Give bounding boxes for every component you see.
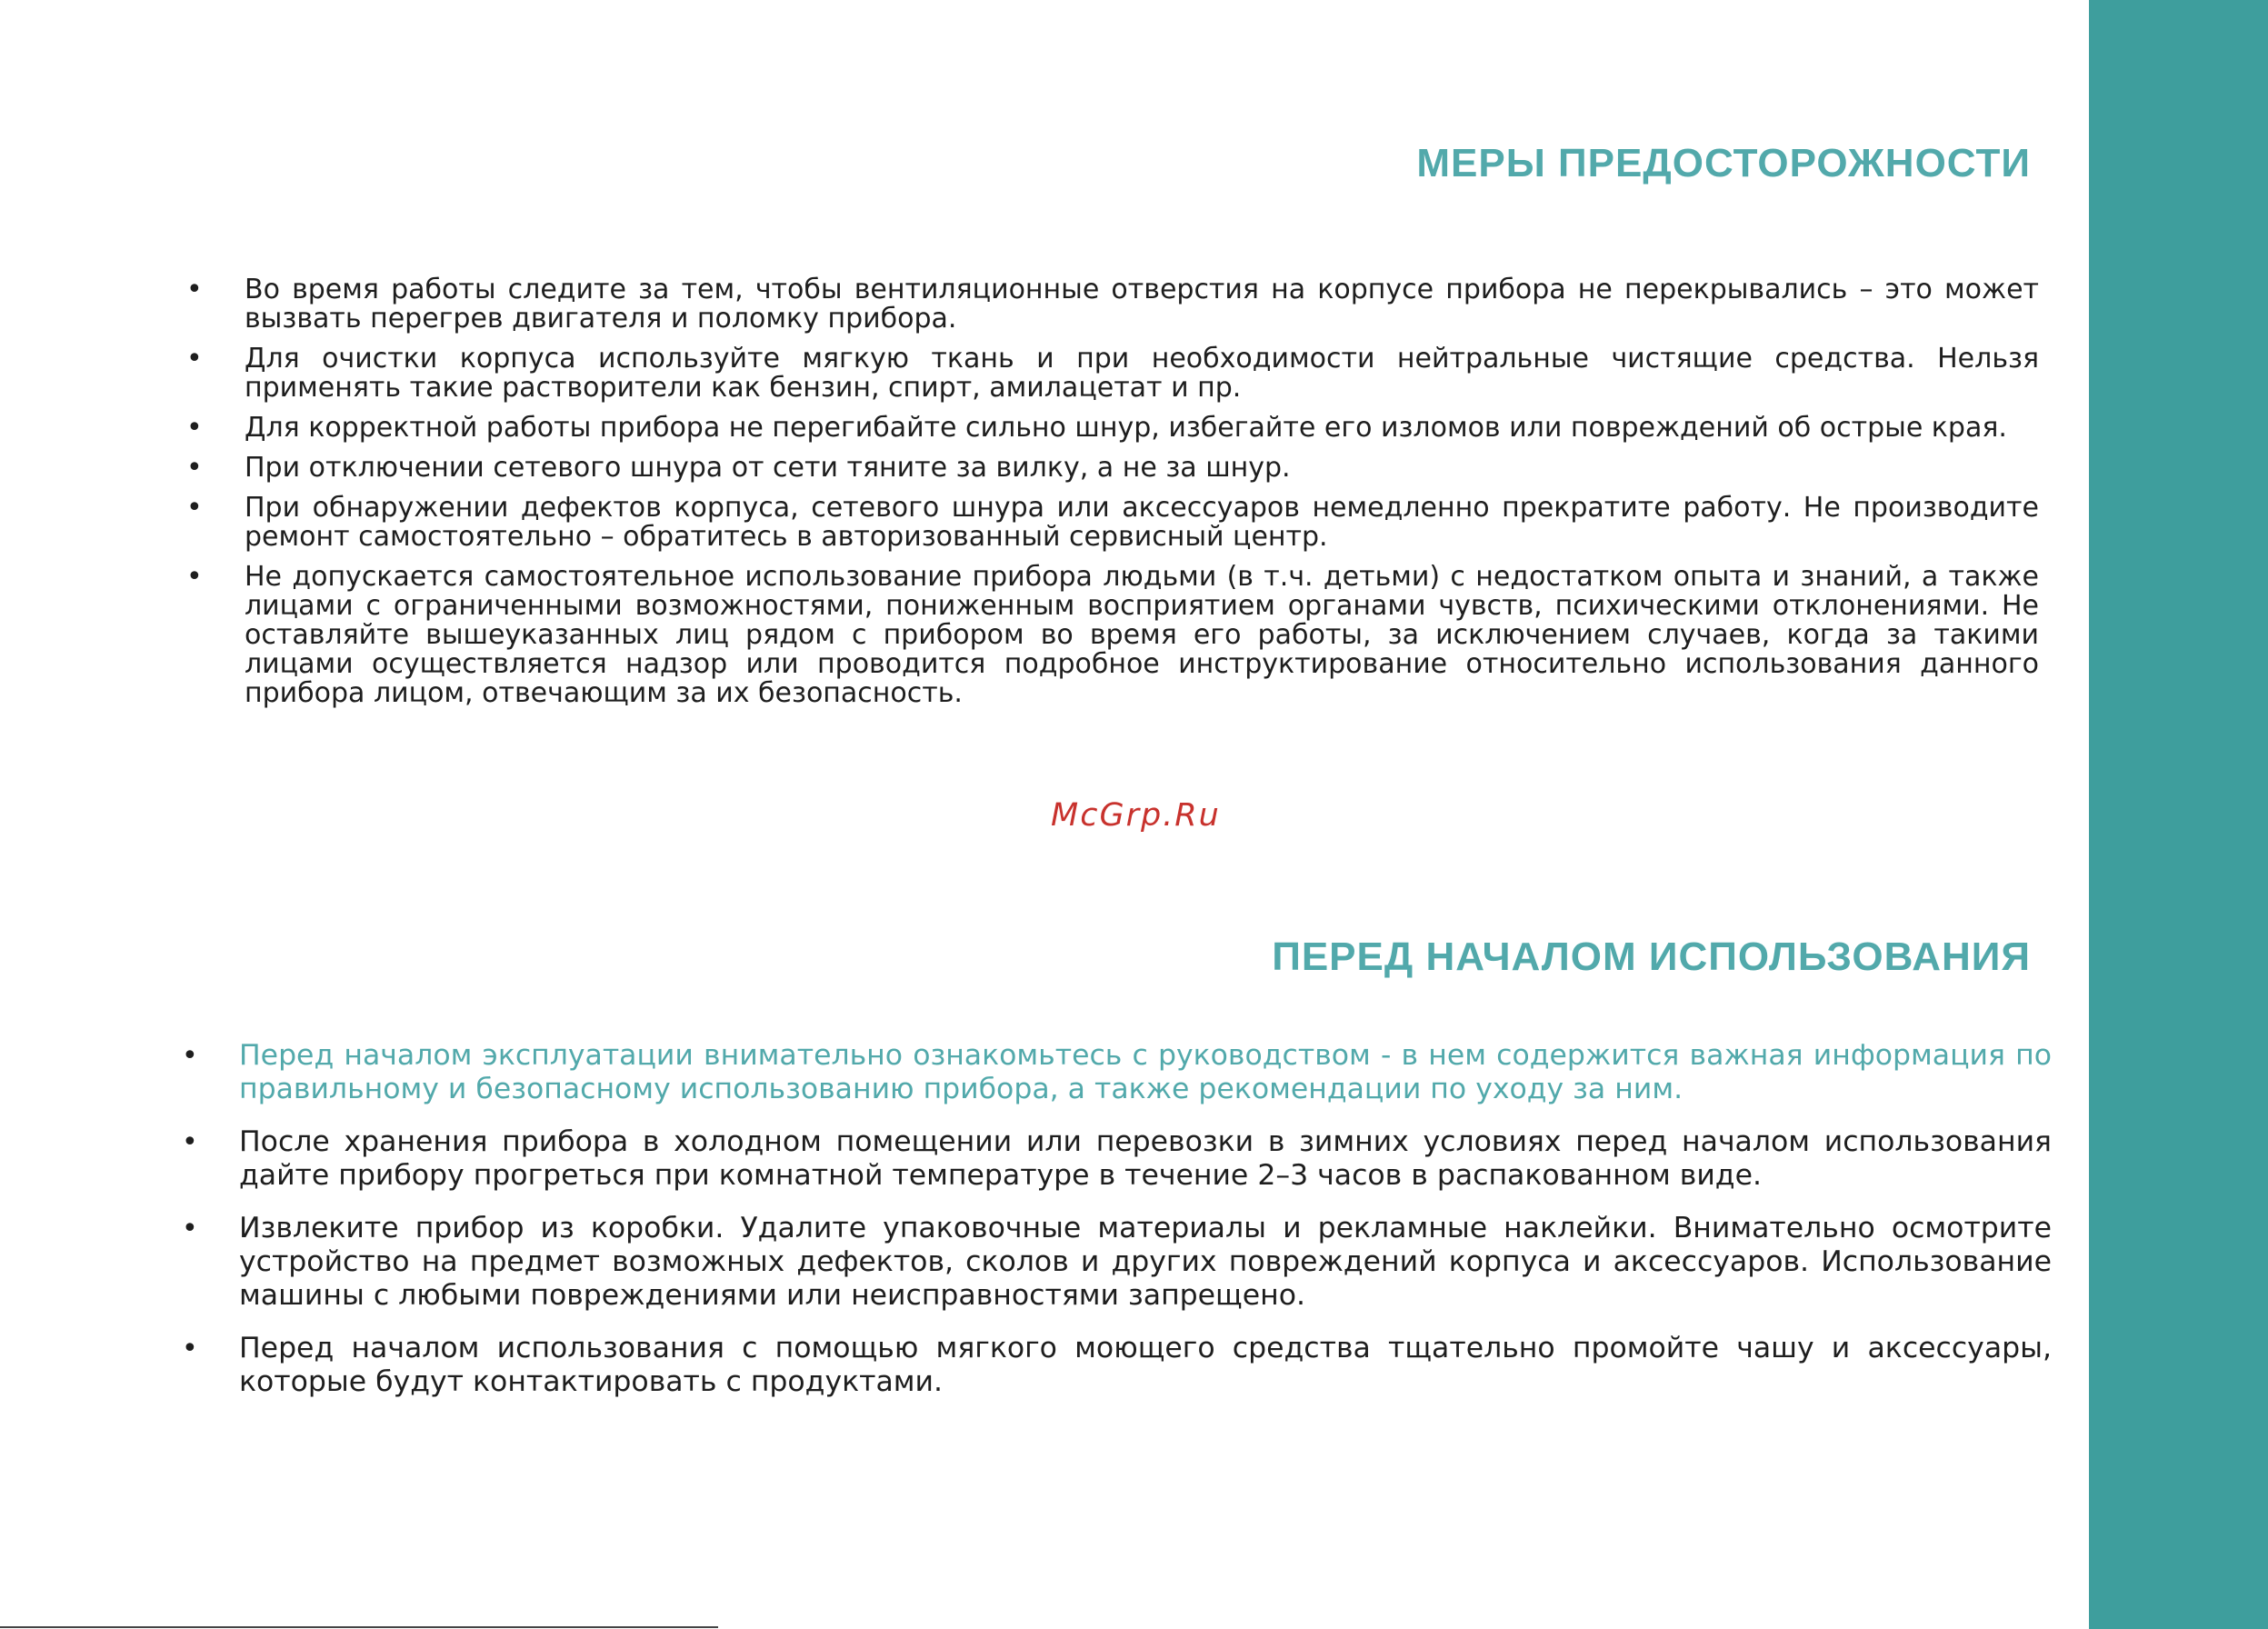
- list-item: [186, 494, 2039, 552]
- bullet: •: [186, 492, 203, 524]
- bullet: •: [186, 343, 203, 375]
- list-item-text: Во время работы следите за тем, чтобы вентиляционные отверстия на корпусе прибора не перекрывались – это может вызвать перегрев двигателя и поломку прибора.: [245, 274, 2039, 335]
- bullet: •: [186, 561, 203, 593]
- footer-rule: [0, 1626, 718, 1628]
- bullet: •: [186, 274, 203, 305]
- precautions-list: [186, 275, 2039, 719]
- list-item-text: Для очистки корпуса используйте мягкую ткань и при необходимости нейтральные чистящие средства. Нельзя применять такие растворители как бензин, спирт, амилацетат и пр.: [245, 343, 2039, 404]
- bullet: •: [182, 1333, 198, 1364]
- list-item: [186, 275, 2039, 334]
- list-item: [182, 1212, 2052, 1313]
- list-item: [182, 1332, 2052, 1399]
- bullet: •: [186, 412, 203, 444]
- list-item-text: При обнаружении дефектов корпуса, сетевого шнура или аксессуаров немедленно прекратите работу. Не производите ремонт самостоятельно – обратитесь в авторизованный сервисный центр.: [245, 492, 2039, 553]
- list-item: [186, 454, 2039, 483]
- list-item: [186, 563, 2039, 708]
- list-item-text: Не допускается самостоятельное использование прибора людьми (в т.ч. детьми) с недостатком опыта и знаний, а также лицами с ограниченными возможностями, пониженным восприятием органами чувств, психическими отклонениями. Не оставляйте вышеуказанных лиц рядом с прибором во время его работы, за исключением случаев, когда за такими лицами осуществляется надзор или проводится подробное инструктирование относительно использования данного прибора лицом, отвечающим за их безопасность.: [245, 561, 2039, 709]
- bullet: •: [182, 1213, 198, 1244]
- heading-precautions: МЕРЫ ПРЕДОСТОРОЖНОСТИ: [1416, 141, 2031, 185]
- list-item-text: Перед началом эксплуатации внимательно ознакомьтесь с руководством - в нем содержится важная информация по правильному и безопасному использованию прибора, а также рекомендации по уходу за ним.: [239, 1039, 2052, 1105]
- list-item: [182, 1039, 2052, 1106]
- list-item: [182, 1125, 2052, 1193]
- list-item-text: Перед началом использования с помощью мягкого моющего средства тщательно промойте чашу и аксессуары, которые будут контактировать с продуктами.: [239, 1332, 2052, 1398]
- list-item: [186, 414, 2039, 443]
- bullet: •: [186, 452, 203, 484]
- side-color-bar: [2089, 0, 2268, 1629]
- list-item: [186, 345, 2039, 403]
- before-use-list: [182, 1039, 2052, 1418]
- list-item-text: После хранения прибора в холодном помещении или перевозки в зимних условиях перед началом использования дайте прибору прогреться при комнатной температуре в течение 2–3 часов в распакованном виде.: [239, 1125, 2052, 1192]
- list-item-text: При отключении сетевого шнура от сети тяните за вилку, а не за шнур.: [245, 452, 1291, 484]
- list-item-text: Для корректной работы прибора не перегибайте сильно шнур, избегайте его изломов или повреждений об острые края.: [245, 412, 2007, 444]
- watermark-text: McGrp.Ru: [1051, 797, 1221, 834]
- bullet: •: [182, 1040, 198, 1072]
- list-item-text: Извлеките прибор из коробки. Удалите упаковочные материалы и рекламные наклейки. Внимательно осмотрите устройство на предмет возможных дефектов, сколов и других повреждений корпуса и аксессуаров. Использование машины с любыми повреждениями или неисправностями запрещено.: [239, 1212, 2052, 1312]
- heading-before-use: ПЕРЕД НАЧАЛОМ ИСПОЛЬЗОВАНИЯ: [1272, 934, 2031, 979]
- bullet: •: [182, 1126, 198, 1158]
